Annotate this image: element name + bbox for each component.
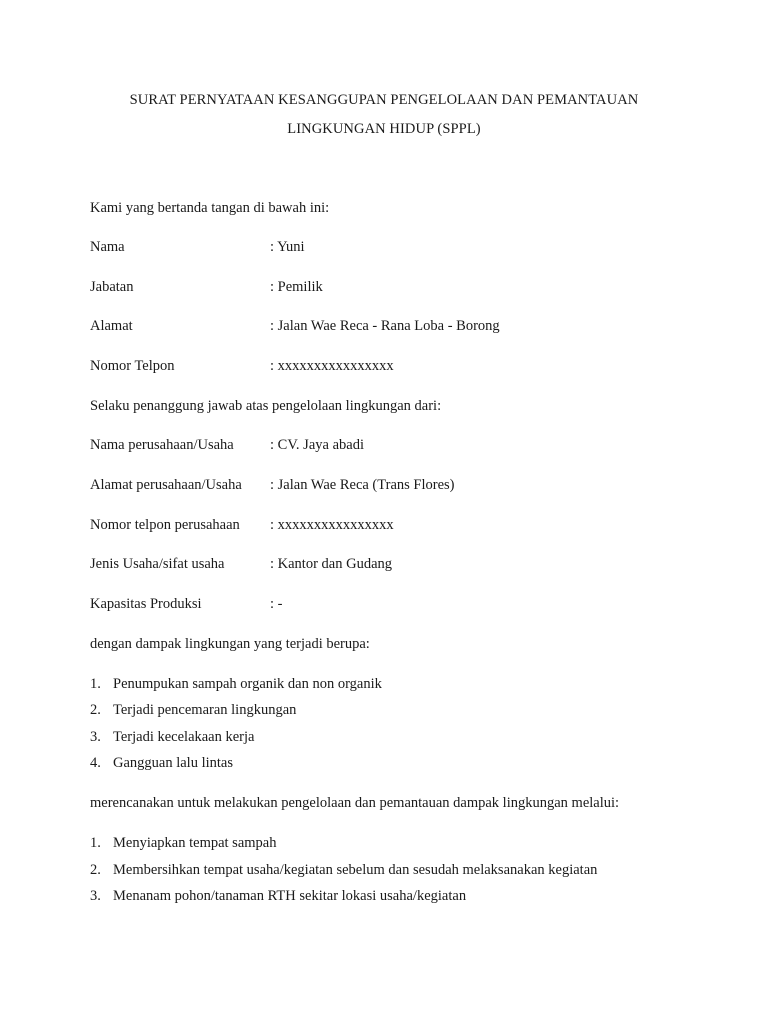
field-value: : xxxxxxxxxxxxxxxx: [270, 358, 394, 374]
list-number: 3.: [90, 888, 101, 904]
list-text: Terjadi kecelakaan kerja: [113, 729, 255, 745]
list-text: Gangguan lalu lintas: [113, 755, 234, 771]
list-text: Menyiapkan tempat sampah: [113, 835, 277, 851]
list-number: 1.: [90, 676, 101, 692]
field-value: : Pemilik: [270, 279, 323, 295]
field-value: : Yuni: [270, 239, 305, 255]
field-value: : xxxxxxxxxxxxxxxx: [270, 517, 394, 533]
field-label: Alamat: [90, 318, 133, 334]
field-value: : Kantor dan Gudang: [270, 556, 393, 572]
intro-text: Kami yang bertanda tangan di bawah ini:: [90, 200, 330, 216]
field-value: : Jalan Wae Reca (Trans Flores): [270, 477, 455, 493]
document-title-line-1: SURAT PERNYATAAN KESANGGUPAN PENGELOLAAN DAN PEMANTAUAN: [129, 92, 639, 108]
field-label: Alamat perusahaan/Usaha: [90, 477, 242, 493]
field-value: : Jalan Wae Reca - Rana Loba - Borong: [270, 318, 500, 334]
field-label: Nomor Telpon: [90, 358, 175, 374]
responsibility-intro-text: Selaku penanggung jawab atas pengelolaan lingkungan dari:: [90, 398, 442, 414]
field-value: : CV. Jaya abadi: [270, 437, 364, 453]
list-text: Penumpukan sampah organik dan non organik: [113, 676, 382, 692]
list-number: 2.: [90, 702, 101, 718]
field-label: Kapasitas Produksi: [90, 596, 202, 612]
list-number: 1.: [90, 835, 101, 851]
impact-intro-text: dengan dampak lingkungan yang terjadi berupa:: [90, 636, 370, 652]
list-text: Terjadi pencemaran lingkungan: [113, 702, 297, 718]
field-label: Jabatan: [90, 279, 134, 295]
list-number: 3.: [90, 729, 101, 745]
field-label: Nomor telpon perusahaan: [90, 517, 240, 533]
field-label: Jenis Usaha/sifat usaha: [90, 556, 225, 572]
document-title-line-2: LINGKUNGAN HIDUP (SPPL): [287, 121, 481, 137]
field-label: Nama: [90, 239, 125, 255]
field-value: : -: [270, 596, 283, 612]
plan-intro-text: merencanakan untuk melakukan pengelolaan dan pemantauan dampak lingkungan melalui:: [90, 795, 620, 811]
list-text: Membersihkan tempat usaha/kegiatan sebelum dan sesudah melaksanakan kegiatan: [113, 862, 598, 878]
list-number: 2.: [90, 862, 101, 878]
list-text: Menanam pohon/tanaman RTH sekitar lokasi usaha/kegiatan: [113, 888, 467, 904]
field-label: Nama perusahaan/Usaha: [90, 437, 234, 453]
list-number: 4.: [90, 755, 101, 771]
